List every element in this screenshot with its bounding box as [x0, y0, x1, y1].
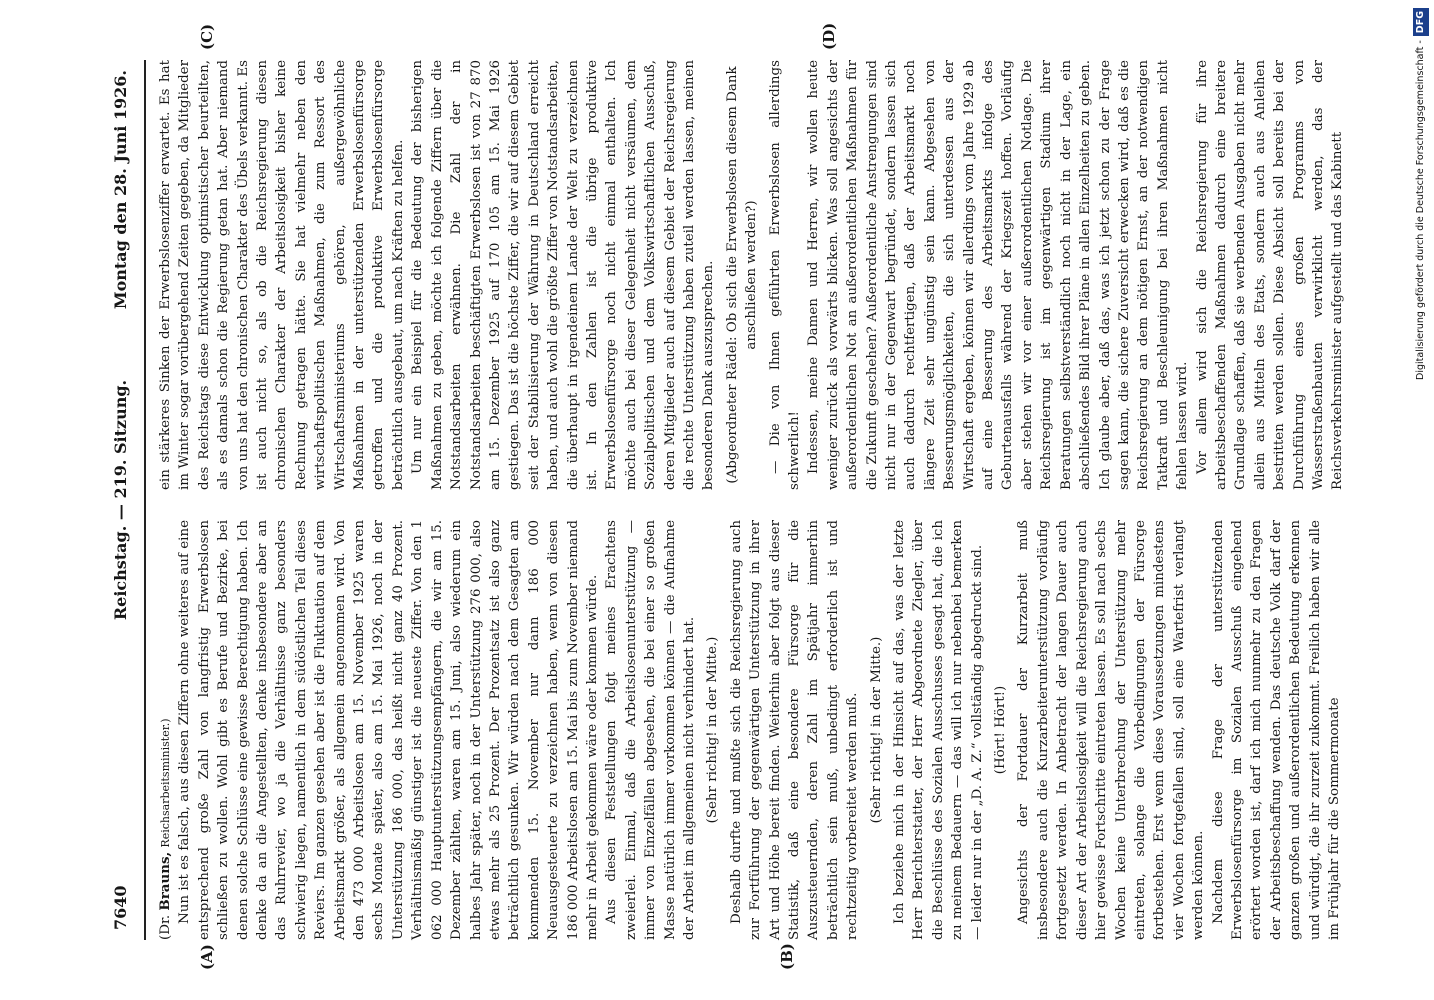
margin-letter-d: (D)	[820, 22, 838, 50]
right-paragraph-1: ein stärkeres Sinken der Erwerbslosenziffer erwartet. Es hat im Winter sogar vorübergehend Zeiten gegeben, da Mitglieder des Reichstags diese Entwicklung optimistischer beurteilten, als es damals schon die Regierung getan hat. Aber niemand von uns hat den chronischen Charakter des Übels verkannt. Es ist auch nicht so, als ob die Reichsregierung diesen chronischen Charakter der Arbeitslosigkeit bisher keine Rechnung getragen hätte. Sie hat vielmehr neben den wirtschaftspolitischen Maßnahmen, die zum Ressort des Wirtschaftsministeriums gehören, außergewöhnliche Maßnahmen in der unterstützenden Erwerbslosenfürsorge getroffen und die produktive Erwerbslosenfürsorge beträchtlich ausgebaut, um nach Kräften zu helfen.	[158, 60, 406, 490]
left-interjection-1: (Sehr richtig! in der Mitte.)	[705, 636, 721, 824]
left-paragraph-2: Aus diesen Feststellungen folgt meines Erachtens zweierlei. Einmal, daß die Arbeitslosenunterstützung — immer von Einzelfällen abgesehen, die bei einer so großen Masse natürlich immer vorkommen können — die Aufnahme der Arbeit im allgemeinen nicht verhindert hat.	[604, 520, 697, 940]
left-column	[156, 520, 1344, 940]
digitization-text	[1413, 8, 1429, 992]
speaker-name: Brauns,	[157, 851, 173, 911]
page-number: 7640	[111, 885, 130, 930]
right-interjection-1: (Abgeordneter Rädel: Ob sich die Erwerbslosen diesem Dank anschließen werden?)	[724, 66, 760, 484]
margin-letter-a: (A)	[198, 944, 216, 970]
running-head	[108, 70, 134, 930]
right-column	[156, 60, 1348, 490]
left-paragraph-4: Ich beziehe mich in der Hinsicht auf das, was der letzte Herr Berichterstatter, der Herr Abgeordnete Ziegler, über die Beschlüsse des Sozialen Ausschusses gesagt hat, die ich zu meinem Bedauern — das will ich nur nebenbei bemerken — leider nur in der „D. A. Z.“ vollständig abgedruckt sind.	[892, 520, 985, 940]
left-interjection-3: (Hört! Hört!)	[993, 685, 1009, 775]
dfg-logo-badge: DFG	[1413, 8, 1429, 36]
margin-letter-c: (C)	[198, 23, 216, 50]
right-paragraph-3: — Die von Ihnen geführten Erwerbslosen allerdings schwerlich!	[767, 60, 802, 490]
digitization-sentence: Digitalisierung gefördert durch die Deutsche Forschungsgemeinschaft -	[1415, 40, 1426, 380]
left-paragraph-6: Nachdem diese Frage der unterstützenden Erwerbslosenfürsorge im Sozialen Ausschuß eingehend erörtert worden ist, darf ich mich nunmehr zu den Fragen der Arbeitsbeschaffung wenden. Das deutsche Volk darf der ganzen großen und außerordentlichen Bedeutung erkennen und würdigt, die ihr zurzeit zukommt. Freilich haben wir alle im Frühjahr für die Sommermonate	[1210, 520, 1342, 940]
left-interjection-2: (Sehr richtig! in der Mitte.)	[868, 636, 884, 824]
session-date: Montag den 28. Juni 1926.	[111, 70, 130, 310]
right-paragraph-2: Um nur ein Beispiel für die Bedeutung der bisherigen Maßnahmen zu geben, möchte ich folgende Ziffern über die Notstandsarbeiten erwähnen. Die Zahl der in Notstandsarbeiten beschäftigten Erwerbslosen ist von 27 870 am 15. Dezember 1925 auf 170 105 am 15. Mai 1926 gestiegen. Das ist die höchste Ziffer, die wir auf diesem Gebiet seit der Stabilisierung der Währung in Deutschland erreicht haben, und auch wohl die größte Ziffer von Notstandsarbeiten, die überhaupt in irgendeinem Lande der Welt zu verzeichnen ist. In den Zahlen ist die übrige produktive Erwerbslosenfürsorge noch nicht einmal enthalten. Ich möchte auch bei dieser Gelegenheit nicht versäumen, dem Sozialpolitischen und dem Volkswirtschaftlichen Ausschuß, deren Mitglieder auch auf diesem Gebiet der Reichsregierung die rechte Unterstützung haben zuteil werden lassen, meinen besonderen Dank auszusprechen.	[410, 60, 717, 490]
right-paragraph-5: Vor allem wird sich die Reichsregierung für ihre arbeitsbeschaffenden Maßnahmen dadurch eine breitere Grundlage schaffen, daß sie werbenden Ausgaben nicht mehr allein aus Mitteln des Etats, sondern auch aus Anleihen bestritten werden sollen. Diese Absicht soll bereits bei der Durchführung eines großen Programms von Wasserstraßenbauten verwirklicht werden, das der Reichsverkehrsminister aufgestellt und das Kabinett	[1194, 60, 1346, 490]
rotated-page-content	[80, 0, 1400, 1000]
header-rule	[144, 60, 146, 940]
margin-letter-b: (B)	[778, 943, 796, 970]
left-paragraph-1: Nun ist es falsch, aus diesen Ziffern ohne weiteres auf eine entsprechend große Zahl von langfristig Erwerbslosen schließen zu wollen. Wohl gibt es Berufe und Bezirke, bei denen solche Schlüsse eine gewisse Berechtigung haben. Ich denke da an die Angestellten, denke insbesondere aber an das Ruhrrevier, wo ja die Verhältnisse ganz besonders schwierig liegen, namentlich in dem südöstlichen Teil dieses Reviers. Im ganzen gesehen aber ist die Fluktuation auf dem Arbeitsmarkt größer, als allgemein angenommen wird. Von den 473 000 Arbeitslosen am 15. November 1925 waren sechs Monate später, also am 15. Mai 1926, noch in der Unterstützung 186 000, das heißt nicht ganz 40 Prozent. Verhältnismäßig günstiger ist die neueste Ziffer. Von den 1 062 000 Hauptunterstützungsempfängern, die wir am 15. Dezember zählten, waren am 15. Juni, also wiederum ein halbes Jahr später, noch in der Unterstützung 276 000, also etwas mehr als 25 Prozent. Der Prozentsatz ist also ganz beträchtlich gesunken. Wir würden nach dem Gesagten am kommenden 15. November nur dann 186 000 Neuausgesteuerte zu verzeichnen haben, wenn von diesen 186 000 Arbeitslosen am 15. Mai bis zum November niemand mehr in Arbeit gekommen wäre oder kommen würde.	[177, 520, 600, 940]
digitization-note	[1413, 8, 1429, 992]
session-title: Reichstag. — 219. Sitzung.	[111, 379, 130, 621]
speaker-line	[156, 520, 175, 940]
left-paragraph-3: Deshalb durfte und mußte sich die Reichsregierung auch zur Fortführung der gegenwärtigen Unterstützung in ihrer Art und Höhe bereit finden. Weiterhin aber folgt aus dieser Statistik, daß eine besondere Fürsorge für die Auszusteuernden, deren Zahl im Spätjahr immerhin beträchtlich sein muß, unbedingt erforderlich ist und rechtzeitig vorbereitet werden muß.	[728, 520, 861, 940]
right-paragraph-4: Indessen, meine Damen und Herren, wir wollen heute weniger zurück als vorwärts blicken. Was soll angesichts der außerordentlichen Not an außerordentlichen Maßnahmen für die Zukunft geschehen? Außerordentliche Anstrengungen sind nicht nur in der Gegenwart begründet, sondern lassen sich auch dadurch rechtfertigen, daß der Arbeitsmarkt noch längere Zeit sehr ungünstig sein kann. Abgesehen von Besserungsmöglichkeiten, die sich unterdessen aus der Wirtschaft ergeben, können wir allerdings vom Jahre 1929 ab auf eine Besserung des Arbeitsmarkts infolge des Geburtenausfalls während der Kriegszeit hoffen. Vorläufig aber stehen wir vor einer außerordentlichen Notlage. Die Reichsregierung ist im gegenwärtigen Stadium ihrer Beratungen selbstverständlich noch nicht in der Lage, ein abschließendes Bild ihrer Pläne in allen Einzelheiten zu geben. Ich glaube aber, daß das, was ich jetzt schon zu der Frage sagen kann, die sichere Zuversicht erwecken wird, daß es die Reichsregierung an dem nötigen Ernst, an der notwendigen Tatkraft und Beschleunigung bei ihren Maßnahmen nicht fehlen lassen wird.	[806, 60, 1191, 490]
speaker-role: Reichsarbeitsminister.)	[159, 718, 172, 848]
left-paragraph-5: Angesichts der Fortdauer der Kurzarbeit muß insbesondere auch die Kurzarbeiterunterstützung vorläufig fortgesetzt werden. In Anbetracht der langen Dauer auch dieser Art der Arbeitslosigkeit will die Reichsregierung auch hier gewisse Fortschritte eintreten lassen. Es soll nach sechs Wochen keine Unterbrechung der Unterstützung mehr eintreten, solange die Vorbedingungen der Fürsorge fortbestehen. Erst wenn diese Voraussetzungen mindestens vier Wochen fortgefallen sind, soll eine Wartefrist verlangt werden können.	[1016, 520, 1207, 940]
speaker-prefix: (Dr.	[158, 914, 173, 940]
rotated-page-frame	[80, 0, 1400, 1000]
